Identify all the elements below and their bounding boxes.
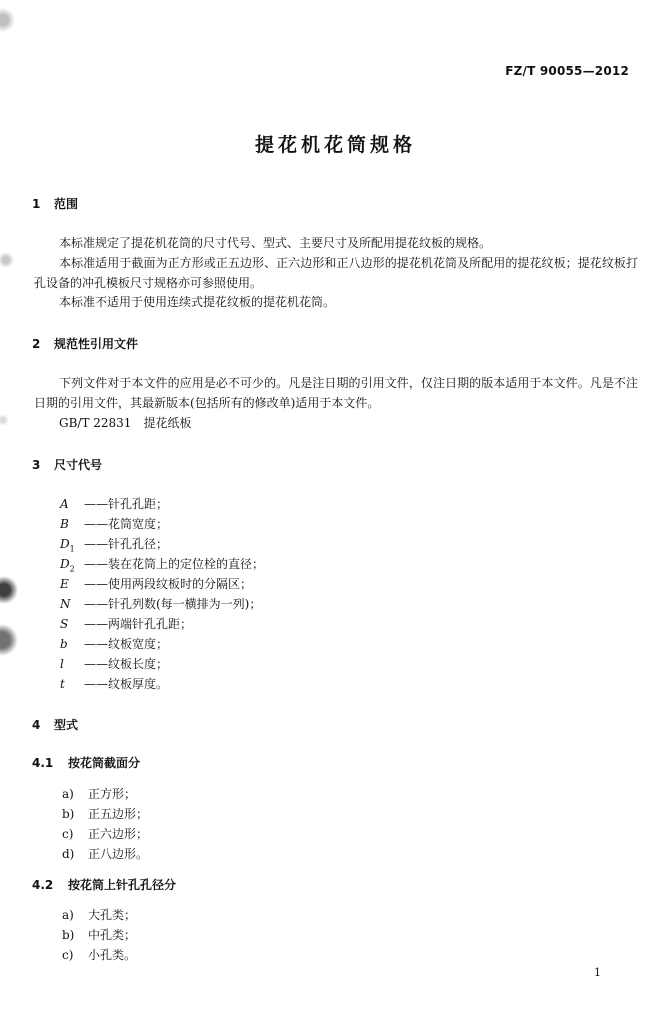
list-item: b) 中孔类；	[62, 928, 137, 942]
section-number: 1	[32, 197, 41, 211]
symbol: N	[60, 597, 71, 611]
list-item: a) 正方形；	[62, 787, 137, 801]
symbol-item	[60, 635, 168, 653]
section-1-paragraph-3: 本标准不适用于使用连续式提花纹板的提花机花筒。	[59, 295, 336, 309]
symbol-description: ——纹板长度；	[84, 657, 169, 671]
section-number: 3	[32, 458, 41, 472]
section-number: 2	[32, 337, 41, 351]
symbol-item	[60, 675, 168, 693]
list-item: b) 正五边形；	[62, 807, 149, 821]
symbol-item	[60, 535, 168, 553]
symbol: A	[60, 497, 69, 511]
list-item: c) 正六边形；	[62, 827, 149, 841]
symbol-description: ——两端针孔孔距；	[84, 617, 193, 631]
document-title: 提花机花筒规格	[254, 134, 416, 156]
symbol-item	[60, 495, 168, 513]
symbol: b	[60, 637, 68, 651]
symbol-description: ——针孔列数(每一横排为一列)；	[84, 597, 262, 611]
symbol-description: ——装在花筒上的定位栓的直径；	[84, 557, 265, 571]
section-2-paragraph-1: 下列文件对于本文件的应用是必不可少的。凡是注日期的引用文件，仅注日期的版本适用于本文件。凡是不注日期的引用文件，其最新版本(包括所有的修改单)适用于本文件。	[34, 376, 638, 410]
section-number: 4.1	[32, 756, 54, 770]
symbol-item	[60, 575, 252, 593]
symbol-description: ——花筒宽度；	[84, 517, 169, 531]
list-item: a) 大孔类；	[62, 908, 137, 922]
section-4-heading	[32, 716, 78, 733]
section-number: 4.2	[32, 878, 54, 892]
section-1-paragraph-2: 本标准适用于截面为正方形或正五边形、正六边形和正八边形的提花机花筒及所配用的提花纹板；提花纹板打孔设备的冲孔模板尺寸规格亦可参照使用。	[34, 256, 638, 290]
symbol-description: ——纹板宽度；	[84, 637, 169, 651]
list-item: c) 小孔类。	[62, 948, 137, 962]
section-4-1-heading	[32, 754, 140, 771]
standard-code: FZ/T 90055—2012	[505, 64, 629, 78]
symbol-item	[60, 555, 264, 573]
list-item: d) 正八边形。	[62, 847, 149, 861]
section-title: 型式	[54, 718, 79, 732]
section-title: 规范性引用文件	[54, 337, 139, 351]
section-1-paragraph-1: 本标准规定了提花机花筒的尺寸代号、型式、主要尺寸及所配用提花纹板的规格。	[59, 236, 492, 250]
symbol-description: ——针孔孔径；	[84, 537, 169, 551]
section-title: 按花筒上针孔孔径分	[68, 878, 177, 892]
section-3-heading	[32, 456, 102, 473]
section-4-2-heading	[32, 876, 176, 893]
symbol-description: ——纹板厚度。	[84, 677, 169, 691]
symbol-item	[60, 615, 192, 633]
symbol: B	[60, 517, 69, 531]
symbol-item	[60, 515, 168, 533]
symbol: $D_1$	[60, 537, 75, 554]
symbol-description: ——针孔孔距；	[84, 497, 169, 511]
symbol: $D_2$	[60, 557, 75, 574]
section-number: 4	[32, 718, 41, 732]
section-title: 尺寸代号	[54, 458, 103, 472]
symbol: E	[60, 577, 69, 591]
symbol-item	[60, 655, 168, 673]
page-number: 1	[594, 966, 601, 979]
symbol: t	[60, 677, 65, 691]
section-2-reference: GB/T 22831 提花纸板	[59, 416, 192, 430]
section-2-heading	[32, 335, 138, 352]
section-1-heading	[32, 195, 78, 212]
symbol: l	[60, 657, 64, 671]
section-title: 范围	[54, 197, 79, 211]
symbol: S	[60, 617, 69, 631]
symbol-description: ——使用两段纹板时的分隔区；	[84, 577, 253, 591]
section-title: 按花筒截面分	[68, 756, 141, 770]
symbol-item	[60, 595, 261, 613]
